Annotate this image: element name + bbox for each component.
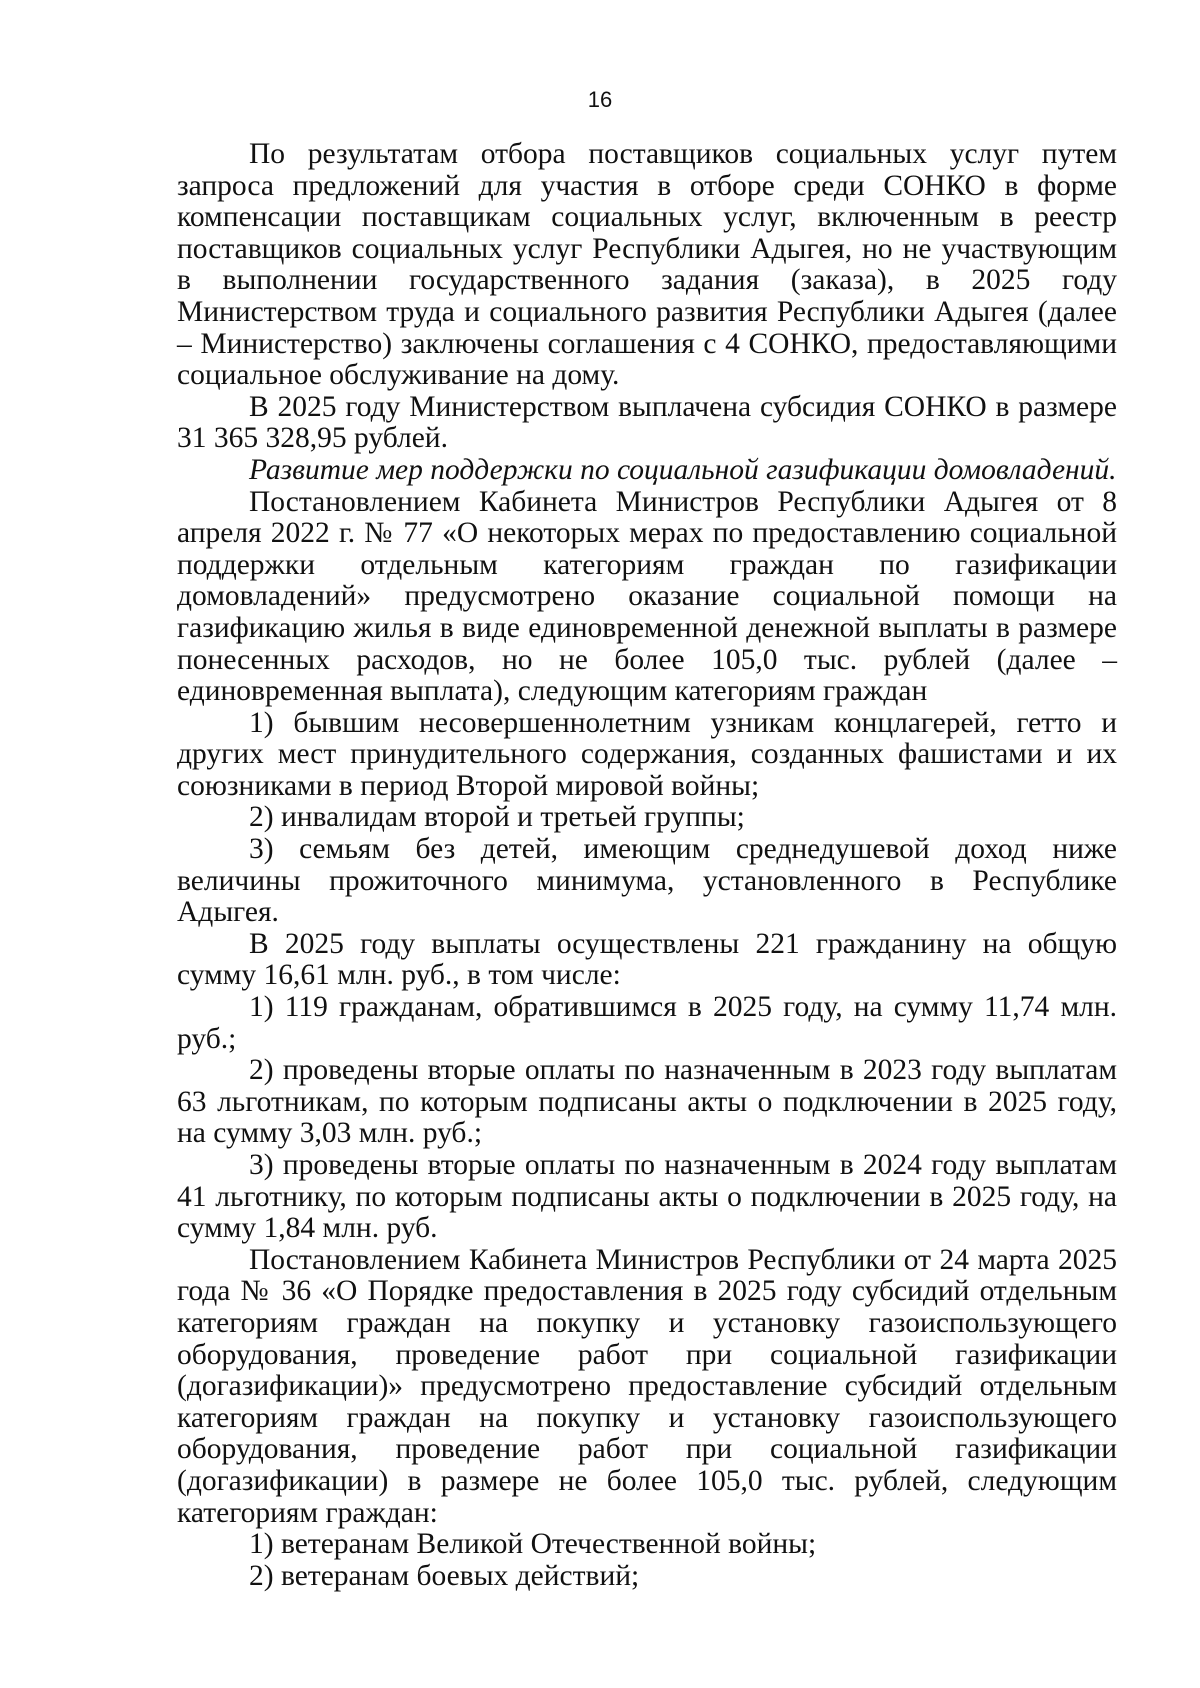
list-item: 2) ветеранам боевых действий;: [249, 1559, 640, 1592]
list-item: 1) 119 гражданам, обратившимся в 2025 году, на сумму 11,74 млн. руб.;: [177, 991, 1117, 1055]
list-item: 3) семьям без детей, имеющим среднедушевой доход ниже величины прожиточного минимума, установленного в Республике Адыгея.: [177, 833, 1117, 929]
list-item: 1) ветеранам Великой Отечественной войны;: [249, 1528, 817, 1561]
section-heading-gasification: Развитие мер поддержки по социальной газификации домовладений.: [249, 453, 1117, 486]
document-body: [177, 139, 1117, 1592]
paragraph-sonko-subsidy: В 2025 году Министерством выплачена субсидия СОНКО в размере 31 365 328,95 рублей.: [177, 390, 1117, 455]
page-number: 16: [587, 87, 613, 112]
paragraph-resolution-36: Постановлением Кабинета Министров Республики от 24 марта 2025 года № 36 «О Порядке предоставления в 2025 году субсидий отдельным категориям граждан на покупку и установку газоиспользующего оборудования, проведение работ при социальной газификации (догазификации)» предусмотрено предоставление субсидий отдельным категориям граждан на покупку и установку газоиспользующего оборудования, проведение работ при социальной газификации (догазификации) в размере не более 105,0 тыс. рублей, следующим категориям граждан:: [177, 1243, 1117, 1529]
list-item: 3) проведены вторые оплаты по назначенным в 2024 году выплатам 41 льготнику, по которым подписаны акты о подключении в 2025 году, на сумму 1,84 млн. руб.: [177, 1149, 1117, 1245]
list-item: 2) инвалидам второй и третьей группы;: [249, 801, 745, 834]
list-item: 2) проведены вторые оплаты по назначенным в 2023 году выплатам 63 льготникам, по которым подписаны акты о подключении в 2025 году, на сумму 3,03 млн. руб.;: [177, 1054, 1117, 1150]
paragraph-payments-2025: В 2025 году выплаты осуществлены 221 гражданину на общую сумму 16,61 млн. руб., в том числе:: [177, 927, 1117, 992]
paragraph-resolution-77: Постановлением Кабинета Министров Республики Адыгея от 8 апреля 2022 г. № 77 «О некоторых мерах по предоставлению социальной поддержки отдельным категориям граждан по газификации домовладений» предусмотрено оказание социальной помощи на газификацию жилья в виде единовременной денежной выплаты в размере понесенных расходов, но не более 105,0 тыс. рублей (далее – единовременная выплата), следующим категориям граждан: [177, 485, 1117, 708]
list-item: 1) бывшим несовершеннолетним узникам концлагерей, гетто и других мест принудительного содержания, созданных фашистами и их союзниками в период Второй мировой войны;: [177, 706, 1117, 802]
paragraph-sonko-selection: По результатам отбора поставщиков социальных услуг путем запроса предложений для участия в отборе среди СОНКО в форме компенсации поставщикам социальных услуг, включенным в реестр поставщиков социальных услуг Республики Адыгея, но не участвующим в выполнении государственного задания (заказа), в 2025 году Министерством труда и социального развития Республики Адыгея (далее – Министерство) заключены соглашения с 4 СОНКО, предоставляющими социальное обслуживание на дому.: [177, 138, 1117, 392]
